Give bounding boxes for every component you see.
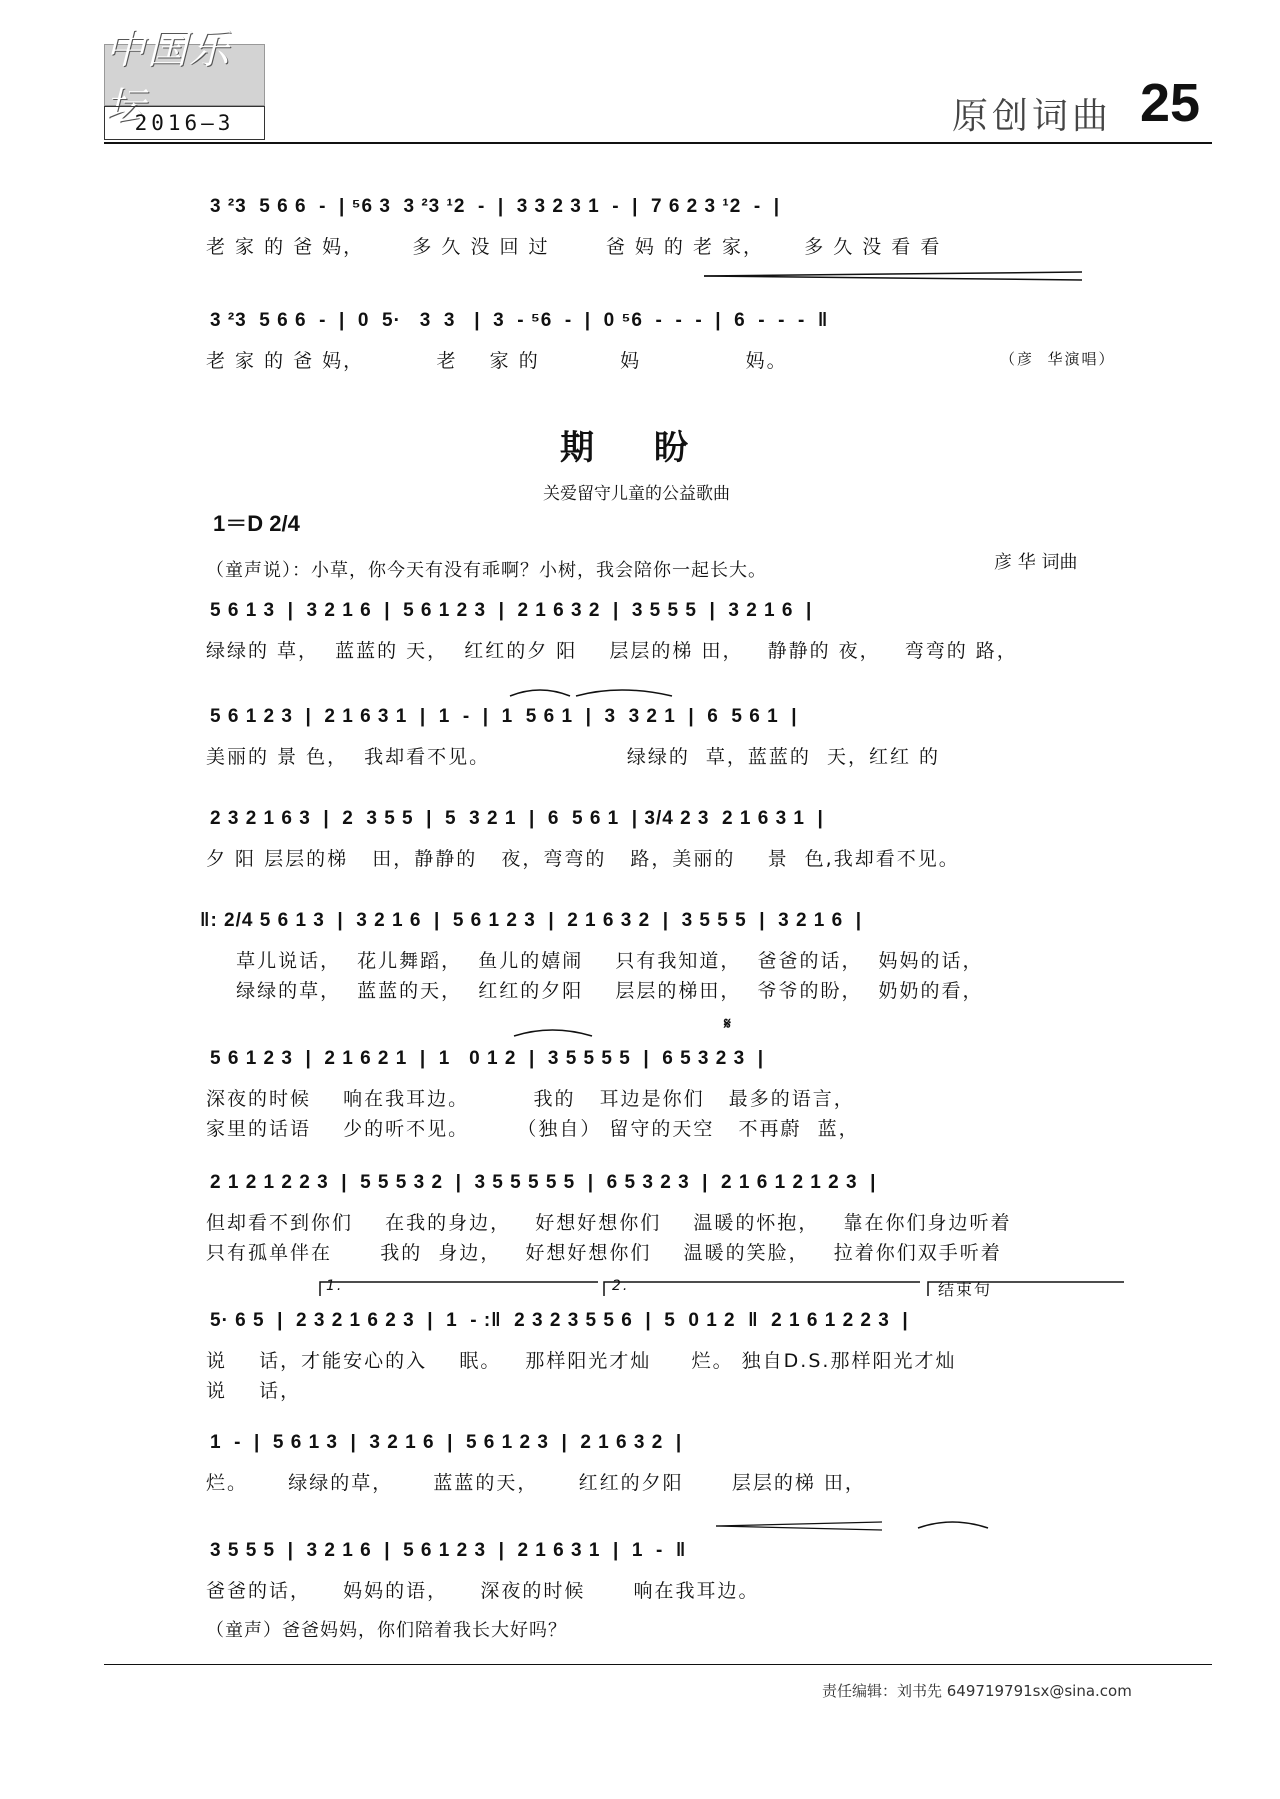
- section-title: 原创词曲: [952, 96, 1113, 137]
- score-row: 3 5 5 5 | 3 2 1 6 | 5 6 1 2 3 | 2 1 6 3 1 | 1 - ‖: [210, 1540, 687, 1561]
- lyric-line: 家里的话语 少的听不见。 （独自） 留守的天空 不再蔚 蓝，: [206, 1118, 860, 1140]
- lyric-line: 爸爸的话， 妈妈的语， 深夜的时候 响在我耳边。: [206, 1580, 760, 1602]
- lyric-line: 说 话，: [206, 1380, 302, 1402]
- song-subtitle: 关爱留守儿童的公益歌曲: [543, 484, 730, 504]
- intro-text: （童声说）：小草，你今天有没有乖啊？小树，我会陪你一起长大。: [206, 560, 767, 581]
- score-row: 3 ²3 5 6 6 - | 0 5· 3 3 | 3 - ⁵6 - | 0 ⁵6 - - - | 6 - - - ‖: [210, 310, 829, 331]
- outro-text: （童声）爸爸妈妈，你们陪着我长大好吗？: [206, 1620, 567, 1641]
- lyric-line: 老 家 的 爸 妈， 多 久 没 回 过 爸 妈 的 老 家， 多 久 没 看 看: [206, 236, 942, 258]
- editor-credit: 责任编辑：刘书先 649719791sx@sina.com: [822, 1682, 1132, 1700]
- composer-credit: 彦 华 词曲: [994, 552, 1078, 573]
- lyric-line: 夕 阳 层层的梯 田，静静的 夜，弯弯的 路，美丽的 景 色,我却看不见。: [206, 848, 960, 870]
- score-row: 3 ²3 5 6 6 - | ⁵6 3 3 ²3 ¹2 - | 3 3 2 3 1 - | 7 6 2 3 ¹2 - |: [210, 196, 781, 217]
- lyric-line: 说 话，才能安心的入 眠。 那样阳光才灿 烂。 独自D.S.那样阳光才灿: [206, 1350, 957, 1372]
- lyric-line: 只有孤单伴在 我的 身边， 好想好想你们 温暖的笑脸， 拉着你们双手听着: [206, 1242, 1002, 1264]
- song-title: 期盼: [560, 428, 748, 468]
- lyric-line: 但却看不到你们 在我的身边， 好想好想你们 温暖的怀抱， 靠在你们身边听着: [206, 1212, 1012, 1234]
- segno-mark: 𝄋: [724, 1016, 732, 1033]
- issue-number: 2016—3: [104, 106, 265, 140]
- key-signature: 1＝D 2/4: [213, 511, 300, 536]
- lyric-line: 绿绿的 草， 蓝蓝的 天， 红红的夕 阳 层层的梯 田， 静静的 夜， 弯弯的 路，: [206, 640, 1018, 662]
- lyric-line: 美丽的 景 色， 我却看不见。 绿绿的 草，蓝蓝的 天，红红 的: [206, 746, 941, 768]
- volta-1-label: 1.: [326, 1278, 344, 1294]
- lyric-line: 绿绿的草， 蓝蓝的天， 红红的夕阳 层层的梯田， 爷爷的盼， 奶奶的看，: [220, 980, 984, 1002]
- score-row: 1 - | 5 6 1 3 | 3 2 1 6 | 5 6 1 2 3 | 2 1 6 3 2 |: [210, 1432, 683, 1453]
- score-row: ‖: 2/4 5 6 1 3 | 3 2 1 6 | 5 6 1 2 3 | 2 1 6 3 2 | 3 5 5 5 | 3 2 1 6 |: [200, 910, 863, 931]
- coda-label: 结束句: [938, 1280, 993, 1299]
- page-number: 25: [1140, 73, 1201, 133]
- footer-rule: [104, 1664, 1212, 1665]
- score-row: 5· 6 5 | 2 3 2 1 6 2 3 | 1 - :‖ 2 3 2 3 5 5 6 | 5 0 1 2 ‖ 2 1 6 1 2 2 3 |: [210, 1310, 909, 1331]
- score-row: 5 6 1 3 | 3 2 1 6 | 5 6 1 2 3 | 2 1 6 3 2 | 3 5 5 5 | 3 2 1 6 |: [210, 600, 813, 621]
- score-row: 2 1 2 1 2 2 3 | 5 5 5 3 2 | 3 5 5 5 5 5 | 6 5 3 2 3 | 2 1 6 1 2 1 2 3 |: [210, 1172, 877, 1193]
- lyric-line: 老 家 的 爸 妈， 老 家 的 妈 妈。: [206, 350, 788, 372]
- lyric-line: 深夜的时候 响在我耳边。 我的 耳边是你们 最多的语言，: [206, 1088, 855, 1110]
- score-row: 5 6 1 2 3 | 2 1 6 2 1 | 1 0 1 2 | 3 5 5 5 5 | 6 5 3 2 3 |: [210, 1048, 765, 1069]
- volta-2-label: 2.: [612, 1278, 630, 1294]
- performer-credit: （彦 华演唱）: [1000, 350, 1116, 368]
- score-row: 5 6 1 2 3 | 2 1 6 3 1 | 1 - | 1 5 6 1 | 3 3 2 1 | 6 5 6 1 |: [210, 706, 798, 727]
- score-row: 2 3 2 1 6 3 | 2 3 5 5 | 5 3 2 1 | 6 5 6 1 | 3/4 2 3 2 1 6 3 1 |: [210, 808, 824, 829]
- lyric-line: 草儿说话， 花儿舞蹈， 鱼儿的嬉闹 只有我知道， 爸爸的话， 妈妈的话，: [220, 950, 984, 972]
- lyric-line: 烂。 绿绿的草， 蓝蓝的天， 红红的夕阳 层层的梯 田，: [206, 1472, 866, 1494]
- magazine-logo: 中国乐坛: [104, 44, 265, 106]
